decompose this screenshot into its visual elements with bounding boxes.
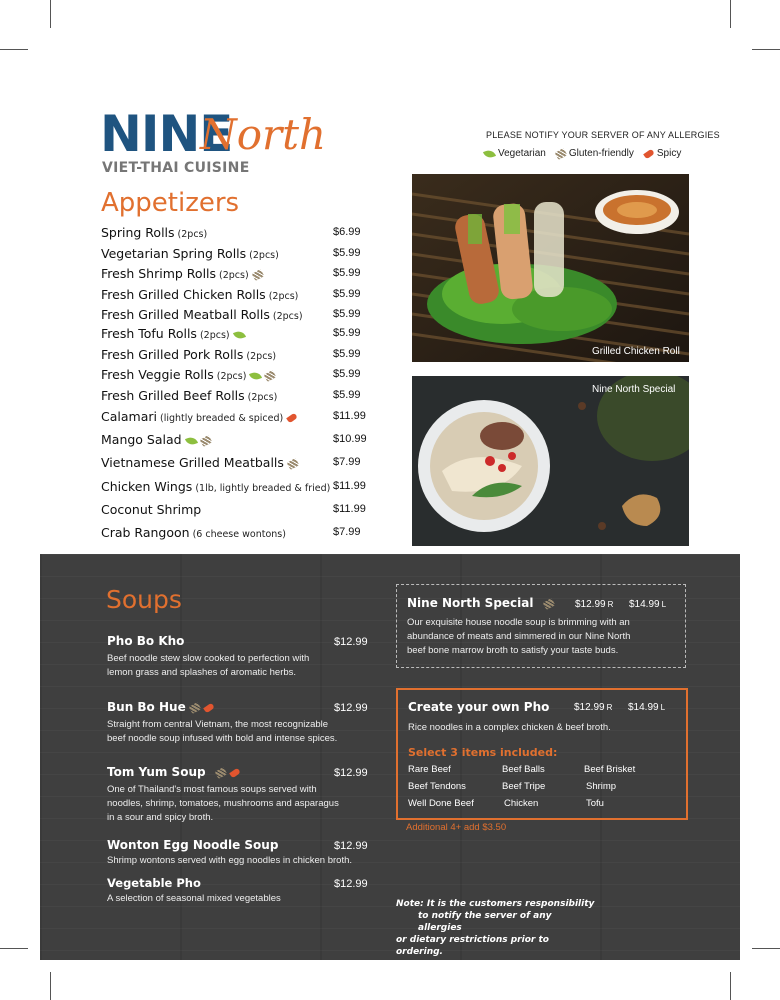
appetizer-name-text: Vietnamese Grilled Meatballs xyxy=(101,455,284,470)
chili-icon xyxy=(229,767,241,778)
soup-item xyxy=(107,634,377,680)
appetizer-price: $5.99 xyxy=(333,308,361,320)
size-label: R xyxy=(607,600,614,609)
price-value: $12.99 xyxy=(575,599,606,610)
desc-line: A selection of seasonal mixed vegetables xyxy=(107,893,281,904)
crop-mark xyxy=(0,948,28,949)
desc-line: beef noodle soup infused with bold and intense spices. xyxy=(107,733,338,744)
price-value: $14.99 xyxy=(628,702,659,713)
legend-label: Vegetarian xyxy=(498,148,546,159)
soup-price: $12.99 xyxy=(334,702,368,714)
appetizer-item xyxy=(101,307,371,327)
chili-icon xyxy=(643,148,655,159)
additional-items-note: Additional 4+ add $3.50 xyxy=(406,822,507,833)
legend-vegetarian xyxy=(484,148,546,159)
appetizer-item xyxy=(101,287,371,307)
wheat-icon xyxy=(554,148,567,160)
special-description xyxy=(407,616,677,658)
grilled-chicken-roll-image xyxy=(412,174,689,362)
create-pho-description: Rice noodles in a complex chicken & beef broth. xyxy=(408,722,611,733)
legend xyxy=(484,148,681,159)
appetizer-price: $11.99 xyxy=(333,503,366,515)
appetizer-item xyxy=(101,432,371,452)
wheat-icon xyxy=(264,370,277,382)
appetizer-note: (2pcs) xyxy=(216,371,247,382)
appetizer-item xyxy=(101,388,371,408)
note-line: or dietary restrictions prior to ordering. xyxy=(396,935,549,957)
soup-price: $12.99 xyxy=(334,840,368,852)
appetizer-name xyxy=(101,287,298,302)
allergy-notice: PLEASE NOTIFY YOUR SERVER OF ANY ALLERGIES xyxy=(486,130,720,140)
soup-item xyxy=(107,765,377,825)
appetizer-price: $5.99 xyxy=(333,368,361,380)
soup-item xyxy=(107,838,377,868)
appetizer-name xyxy=(101,307,303,322)
appetizer-name-text: Coconut Shrimp xyxy=(101,502,202,517)
desc-line: in a sour and spicy broth. xyxy=(107,812,214,823)
option-item: Beef Tripe xyxy=(502,781,546,792)
appetizer-name xyxy=(101,225,207,240)
appetizer-note: (2pcs) xyxy=(219,270,249,281)
desc-line: lemon grass and splashes of aromatic herbs. xyxy=(107,667,297,678)
wheat-icon xyxy=(214,767,227,779)
logo-nine: NINE xyxy=(100,105,233,163)
crop-mark xyxy=(50,0,51,28)
appetizer-item xyxy=(101,455,371,475)
soup-price: $12.99 xyxy=(334,878,368,890)
chili-icon xyxy=(286,412,298,423)
photo-label: Nine North Special xyxy=(592,384,676,395)
option-item: Beef Brisket xyxy=(584,764,636,775)
photo-label: Grilled Chicken Roll xyxy=(592,346,680,357)
legend-label: Spicy xyxy=(656,148,682,159)
appetizer-note: (2pcs) xyxy=(247,392,278,403)
appetizer-price: $5.99 xyxy=(333,348,361,360)
logo-subtitle: VIET-THAI CUISINE xyxy=(102,160,250,176)
option-item: Chicken xyxy=(504,798,539,809)
appetizer-note: (2pcs) xyxy=(177,229,208,240)
wheat-icon xyxy=(188,702,201,714)
soup-name-text: Tom Yum Soup xyxy=(107,765,206,779)
soup-description xyxy=(107,854,377,868)
option-item: Well Done Beef xyxy=(408,798,474,809)
soup-item xyxy=(107,876,377,906)
desc-line: Our exquisite house noodle soup is brimming with an xyxy=(407,617,630,628)
soup-description xyxy=(107,652,377,680)
appetizer-price: $11.99 xyxy=(333,480,366,492)
desc-line: beef bone marrow broth to satisfy your taste buds. xyxy=(407,645,619,656)
appetizer-name-text: Fresh Grilled Pork Rolls xyxy=(101,347,244,362)
photo-nine-north-special xyxy=(412,376,689,546)
wheat-icon xyxy=(199,435,212,447)
appetizer-name xyxy=(101,409,297,424)
soup-name-text: Wonton Egg Noodle Soup xyxy=(107,838,279,852)
appetizer-name-text: Fresh Grilled Chicken Rolls xyxy=(101,287,266,302)
option-item: Tofu xyxy=(586,798,604,809)
logo xyxy=(100,105,350,183)
desc-line: Beef noodle stew slow cooked to perfection with xyxy=(107,653,310,664)
desc-line: noodles, shrimp, tomatoes, mushrooms and asparagus xyxy=(107,798,339,809)
special-price-regular xyxy=(575,599,613,610)
appetizer-name xyxy=(101,246,279,261)
appetizer-note: (2pcs) xyxy=(249,250,279,261)
appetizer-price: $5.99 xyxy=(333,247,361,259)
appetizer-name xyxy=(101,502,201,517)
appetizer-item xyxy=(101,502,371,522)
appetizer-name xyxy=(101,388,277,403)
appetizer-name-text: Spring Rolls xyxy=(101,225,175,240)
appetizer-price: $5.99 xyxy=(333,288,361,300)
special-name xyxy=(407,596,554,610)
appetizer-price: $5.99 xyxy=(333,267,361,279)
appetizer-name-text: Fresh Tofu Rolls xyxy=(101,326,197,341)
leaf-icon xyxy=(185,435,198,446)
price-value: $12.99 xyxy=(574,702,605,713)
soup-price: $12.99 xyxy=(334,767,368,779)
option-item: Rare Beef xyxy=(408,764,451,775)
note-line: Note: It is the customers responsibility xyxy=(396,899,595,909)
appetizer-note: (lightly breaded & spiced) xyxy=(159,413,284,424)
chili-icon xyxy=(203,702,215,713)
size-label: L xyxy=(661,600,667,609)
soup-name-text: Vegetable Pho xyxy=(107,876,201,890)
soup-price: $12.99 xyxy=(334,636,368,648)
option-item: Beef Tendons xyxy=(408,781,466,792)
create-pho-price-large xyxy=(628,702,665,713)
desc-line: Shrimp wontons served with egg noodles in chicken broth. xyxy=(107,855,353,866)
appetizer-name xyxy=(101,479,330,494)
appetizers-heading: Appetizers xyxy=(101,188,240,218)
appetizer-item xyxy=(101,246,371,266)
soup-description xyxy=(107,783,377,825)
appetizer-price: $5.99 xyxy=(333,389,361,401)
appetizer-name-text: Mango Salad xyxy=(101,432,182,447)
leaf-icon xyxy=(233,329,246,340)
desc-line: Straight from central Vietnam, the most recognizable xyxy=(107,719,329,730)
appetizer-note: (2pcs) xyxy=(268,291,299,302)
appetizer-item xyxy=(101,326,371,346)
wheat-icon xyxy=(251,269,264,281)
create-your-own-pho-box xyxy=(396,688,688,820)
special-name-text: Nine North Special xyxy=(407,596,534,610)
size-label: L xyxy=(660,703,666,712)
appetizer-name-text: Fresh Grilled Beef Rolls xyxy=(101,388,245,403)
leaf-icon xyxy=(483,148,496,159)
appetizer-item xyxy=(101,525,371,545)
note-line: to notify the server of any allergies xyxy=(418,911,552,933)
special-price-large xyxy=(629,599,666,610)
appetizer-item xyxy=(101,479,371,499)
soups-heading: Soups xyxy=(106,585,182,614)
appetizer-name-text: Fresh Grilled Meatball Rolls xyxy=(101,307,270,322)
appetizer-price: $5.99 xyxy=(333,327,361,339)
allergy-disclaimer xyxy=(396,898,596,958)
appetizer-item xyxy=(101,266,371,286)
size-label: R xyxy=(606,703,613,712)
appetizer-name xyxy=(101,525,286,540)
option-item: Beef Balls xyxy=(502,764,545,775)
crop-mark xyxy=(50,972,51,1000)
appetizer-name xyxy=(101,455,298,470)
legend-gluten-friendly xyxy=(556,148,634,159)
option-item: Shrimp xyxy=(586,781,617,792)
desc-line: abundance of meats and simmered in our Nine North xyxy=(407,631,631,642)
appetizer-name xyxy=(101,432,211,447)
appetizer-name-text: Calamari xyxy=(101,409,157,424)
crop-mark xyxy=(730,0,731,28)
appetizer-price: $7.99 xyxy=(333,456,361,468)
soup-name-text: Bun Bo Hue xyxy=(107,700,186,714)
crop-mark xyxy=(752,49,780,50)
appetizer-price: $7.99 xyxy=(333,526,361,538)
create-pho-price-regular xyxy=(574,702,612,713)
appetizer-name xyxy=(101,326,245,341)
appetizer-note: (6 cheese wontons) xyxy=(192,529,286,540)
appetizer-name-text: Fresh Veggie Rolls xyxy=(101,367,214,382)
wheat-icon xyxy=(287,458,300,470)
appetizer-note: (2pcs) xyxy=(272,311,303,322)
soup-description xyxy=(107,892,377,906)
appetizer-name xyxy=(101,266,263,281)
crop-mark xyxy=(0,49,28,50)
appetizer-item xyxy=(101,409,371,429)
appetizer-name-text: Fresh Shrimp Rolls xyxy=(101,266,217,281)
crop-mark xyxy=(752,948,780,949)
price-value: $14.99 xyxy=(629,599,660,610)
appetizer-name-text: Vegetarian Spring Rolls xyxy=(101,246,247,261)
legend-spicy xyxy=(644,148,681,159)
wheat-icon xyxy=(542,598,555,610)
appetizer-item xyxy=(101,225,371,245)
crop-mark xyxy=(730,972,731,1000)
appetizer-price: $11.99 xyxy=(333,410,366,422)
soup-name-text: Pho Bo Kho xyxy=(107,634,185,648)
appetizer-price: $6.99 xyxy=(333,226,361,238)
appetizer-note: (1lb, lightly breaded & fried) xyxy=(195,483,331,494)
appetizer-note: (2pcs) xyxy=(246,351,277,362)
appetizer-item xyxy=(101,367,371,387)
appetizer-name xyxy=(101,367,275,382)
legend-label: Gluten-friendly xyxy=(568,148,634,159)
nine-north-special-image xyxy=(412,376,689,546)
appetizer-name-text: Crab Rangoon xyxy=(101,525,190,540)
select-items-heading: Select 3 items included: xyxy=(408,746,558,759)
appetizer-note: (2pcs) xyxy=(199,330,230,341)
soup-item xyxy=(107,700,377,746)
soup-description xyxy=(107,718,377,746)
appetizer-price: $10.99 xyxy=(333,433,367,445)
appetizer-item xyxy=(101,347,371,367)
nine-north-special-box xyxy=(396,584,686,668)
appetizer-name-text: Chicken Wings xyxy=(101,479,193,494)
photo-grilled-chicken-roll xyxy=(412,174,689,362)
desc-line: One of Thailand's most famous soups served with xyxy=(107,784,317,795)
logo-north: North xyxy=(200,110,327,159)
appetizer-name xyxy=(101,347,276,362)
leaf-icon xyxy=(249,370,262,381)
create-pho-name: Create your own Pho xyxy=(408,700,550,714)
